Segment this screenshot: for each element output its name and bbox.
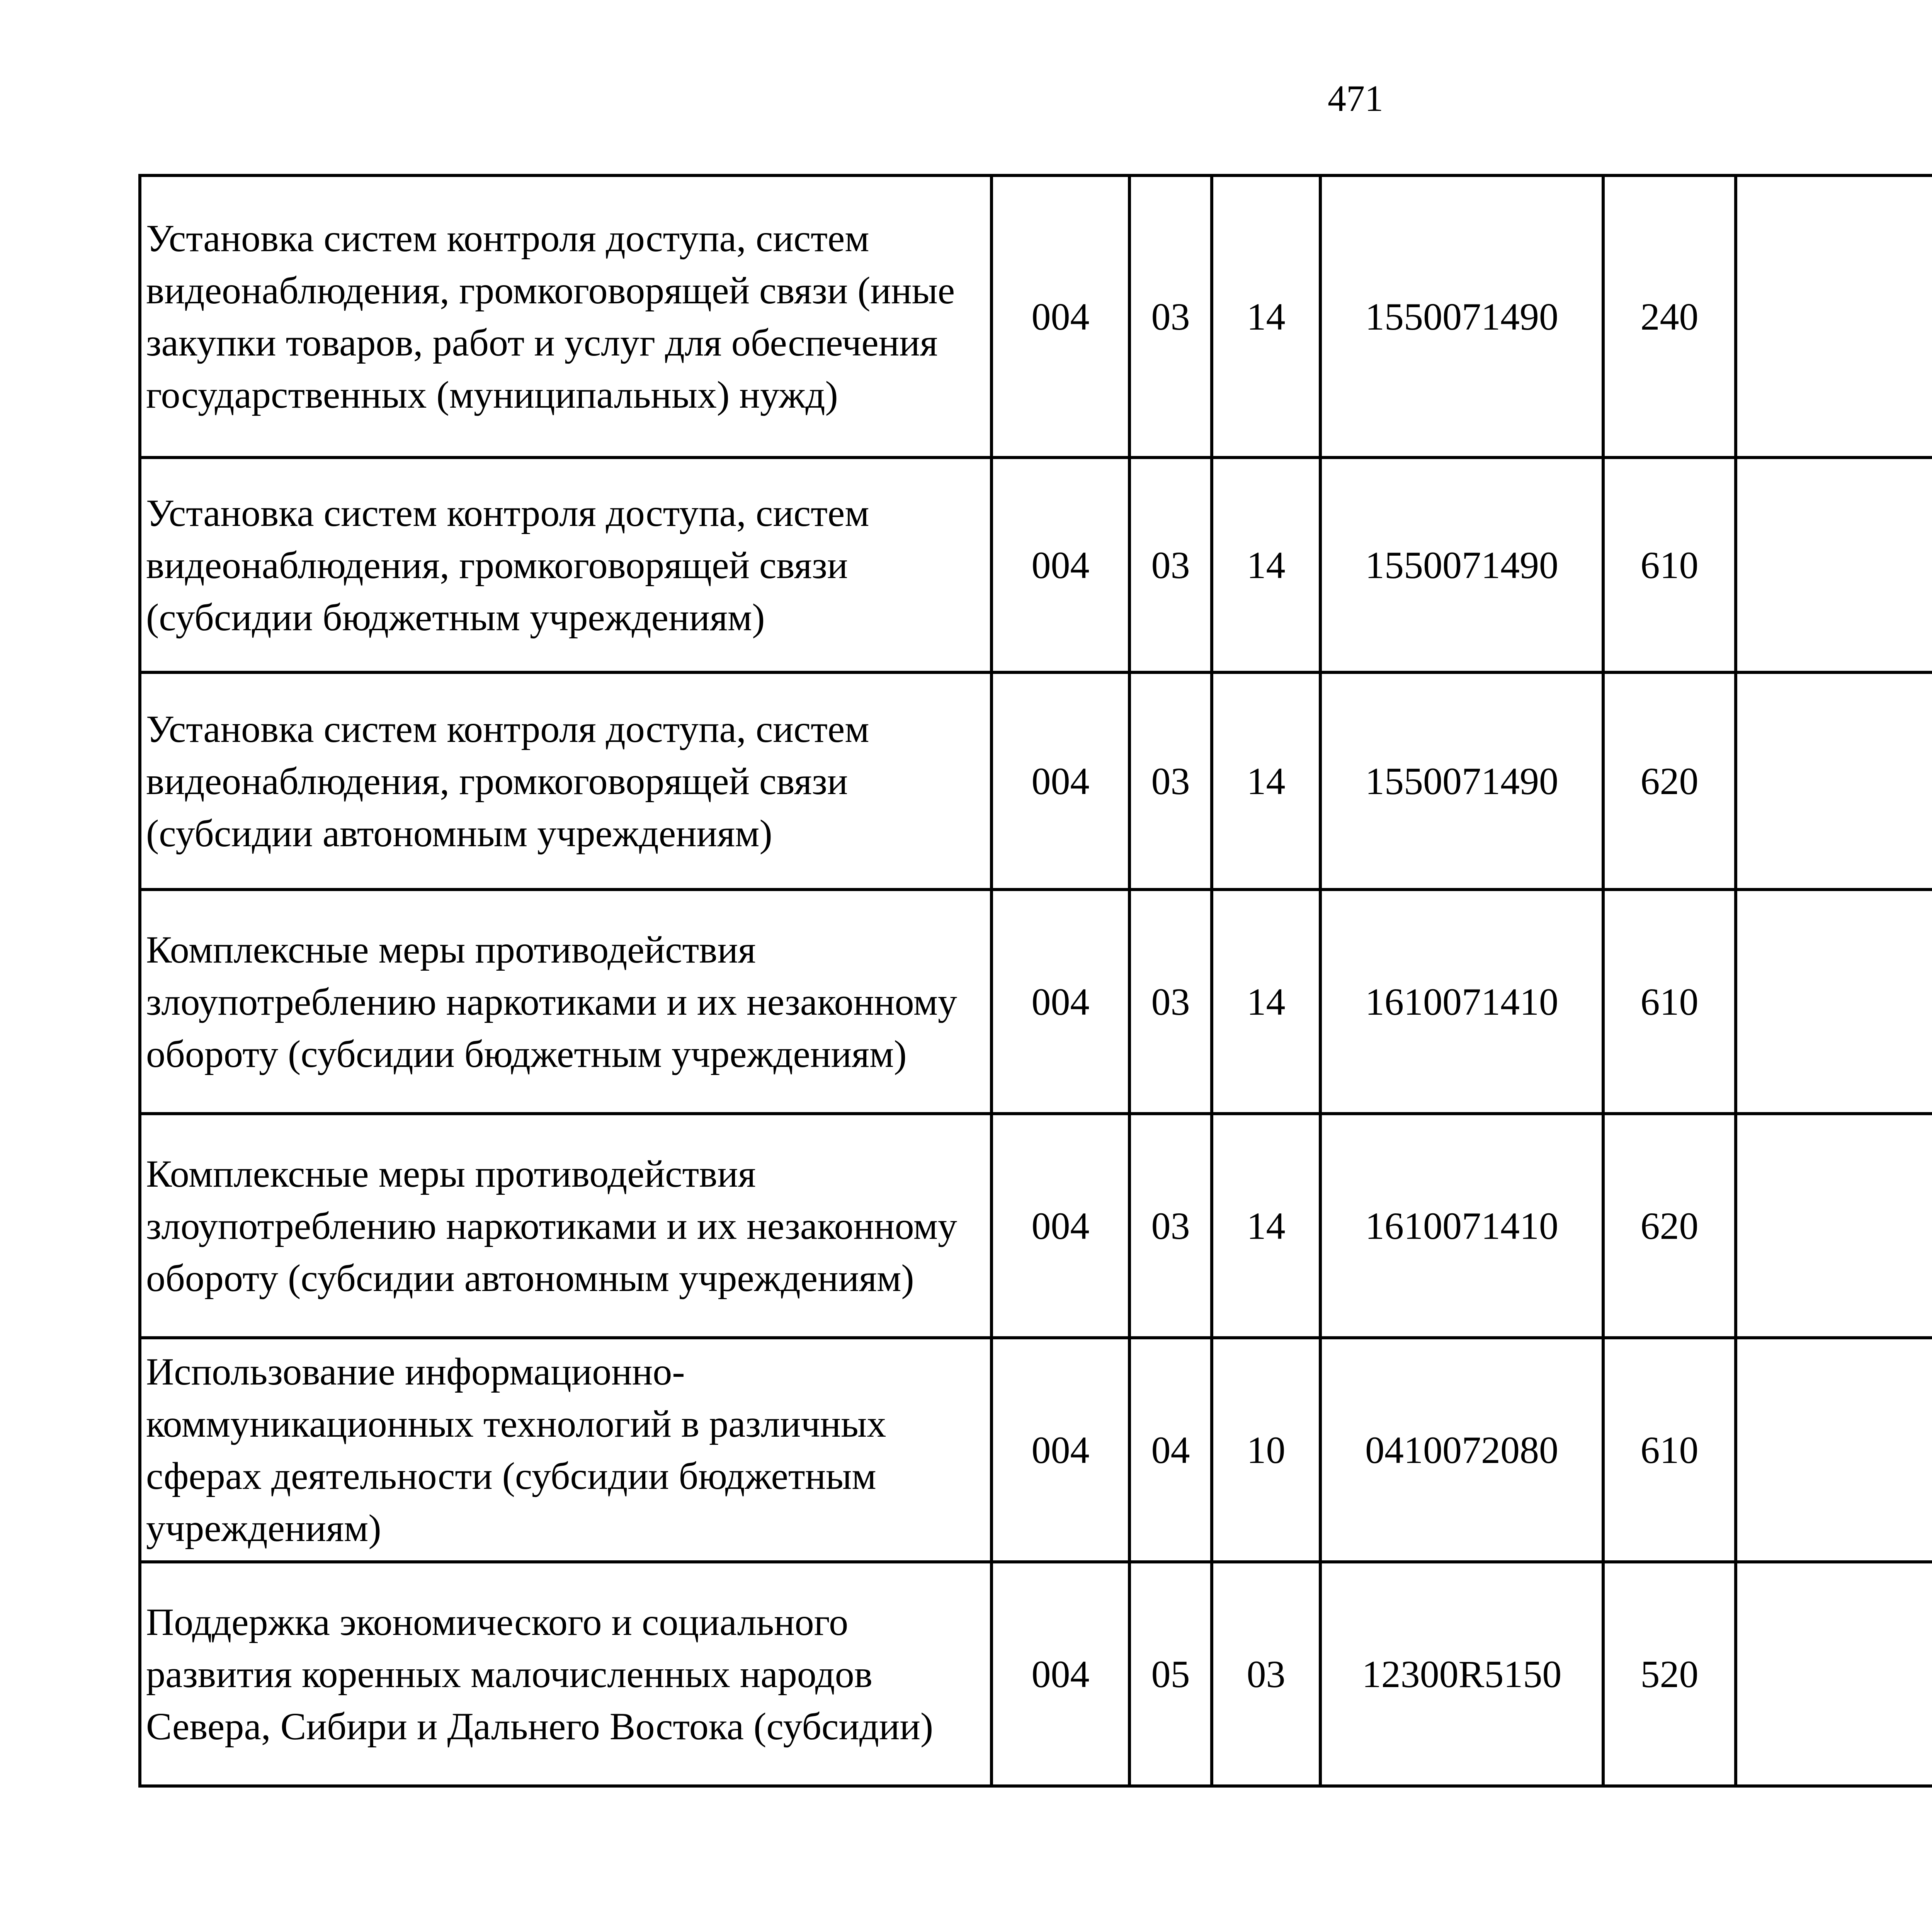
subsection-code-cell: 14: [1212, 890, 1320, 1114]
subsection-code-cell: 14: [1212, 672, 1320, 890]
ministry-code-cell: 004: [992, 458, 1129, 672]
page-number: 471: [1328, 78, 1383, 119]
amount-1-cell: [1736, 1562, 1932, 1786]
table-row: [140, 1562, 1932, 1786]
budget-table: [138, 174, 1932, 1788]
expense-type-cell: 520: [1603, 1562, 1736, 1786]
table-row: [140, 175, 1932, 458]
description-cell: Установка систем контроля доступа, систем видеонаблюдения, громкоговорящей связи (субсидии бюджетным учреждениям): [140, 458, 992, 672]
amount-1-cell: [1736, 672, 1932, 890]
amount-1-cell: [1736, 1114, 1932, 1338]
description-cell: Комплексные меры противодействия злоупотреблению наркотиками и их незаконному обороту (субсидии автономным учреждениям): [140, 1114, 992, 1338]
amount-1-cell: [1736, 458, 1932, 672]
description-cell: Установка систем контроля доступа, систем видеонаблюдения, громкоговорящей связи (иные закупки товаров, работ и услуг для обеспечения государственных (муниципальных) нужд): [140, 175, 992, 458]
target-article-cell: 1610071410: [1320, 1114, 1603, 1338]
subsection-code-cell: 14: [1212, 458, 1320, 672]
ministry-code-cell: 004: [992, 175, 1129, 458]
target-article-cell: 1550071490: [1320, 458, 1603, 672]
expense-type-cell: 610: [1603, 458, 1736, 672]
target-article-cell: 12300R5150: [1320, 1562, 1603, 1786]
ministry-code-cell: 004: [992, 1338, 1129, 1562]
section-code-cell: 03: [1129, 890, 1212, 1114]
amount-1-cell: [1736, 890, 1932, 1114]
description-cell: Установка систем контроля доступа, систем видеонаблюдения, громкоговорящей связи (субсидии автономным учреждениям): [140, 672, 992, 890]
table-row: [140, 1338, 1932, 1562]
expense-type-cell: 610: [1603, 1338, 1736, 1562]
target-article-cell: 0410072080: [1320, 1338, 1603, 1562]
table-row: [140, 458, 1932, 672]
subsection-code-cell: 14: [1212, 175, 1320, 458]
target-article-cell: 1550071490: [1320, 175, 1603, 458]
section-code-cell: 03: [1129, 1114, 1212, 1338]
description-cell: Комплексные меры противодействия злоупотреблению наркотиками и их незаконному обороту (субсидии бюджетным учреждениям): [140, 890, 992, 1114]
table-row: [140, 672, 1932, 890]
ministry-code-cell: 004: [992, 1562, 1129, 1786]
section-code-cell: 03: [1129, 672, 1212, 890]
amount-1-cell: [1736, 1338, 1932, 1562]
ministry-code-cell: 004: [992, 1114, 1129, 1338]
section-code-cell: 03: [1129, 458, 1212, 672]
ministry-code-cell: 004: [992, 890, 1129, 1114]
ministry-code-cell: 004: [992, 672, 1129, 890]
expense-type-cell: 240: [1603, 175, 1736, 458]
description-cell: Поддержка экономического и социального развития коренных малочисленных народов Севера, Сибири и Дальнего Востока (субсидии): [140, 1562, 992, 1786]
table-row: [140, 1114, 1932, 1338]
table-row: [140, 890, 1932, 1114]
expense-type-cell: 610: [1603, 890, 1736, 1114]
section-code-cell: 03: [1129, 175, 1212, 458]
description-cell: Использование информационно-коммуникационных технологий в различных сферах деятельности (субсидии бюджетным учреждениям): [140, 1338, 992, 1562]
target-article-cell: 1550071490: [1320, 672, 1603, 890]
subsection-code-cell: 14: [1212, 1114, 1320, 1338]
section-code-cell: 04: [1129, 1338, 1212, 1562]
expense-type-cell: 620: [1603, 1114, 1736, 1338]
subsection-code-cell: 03: [1212, 1562, 1320, 1786]
expense-type-cell: 620: [1603, 672, 1736, 890]
amount-1-cell: [1736, 175, 1932, 458]
section-code-cell: 05: [1129, 1562, 1212, 1786]
subsection-code-cell: 10: [1212, 1338, 1320, 1562]
target-article-cell: 1610071410: [1320, 890, 1603, 1114]
